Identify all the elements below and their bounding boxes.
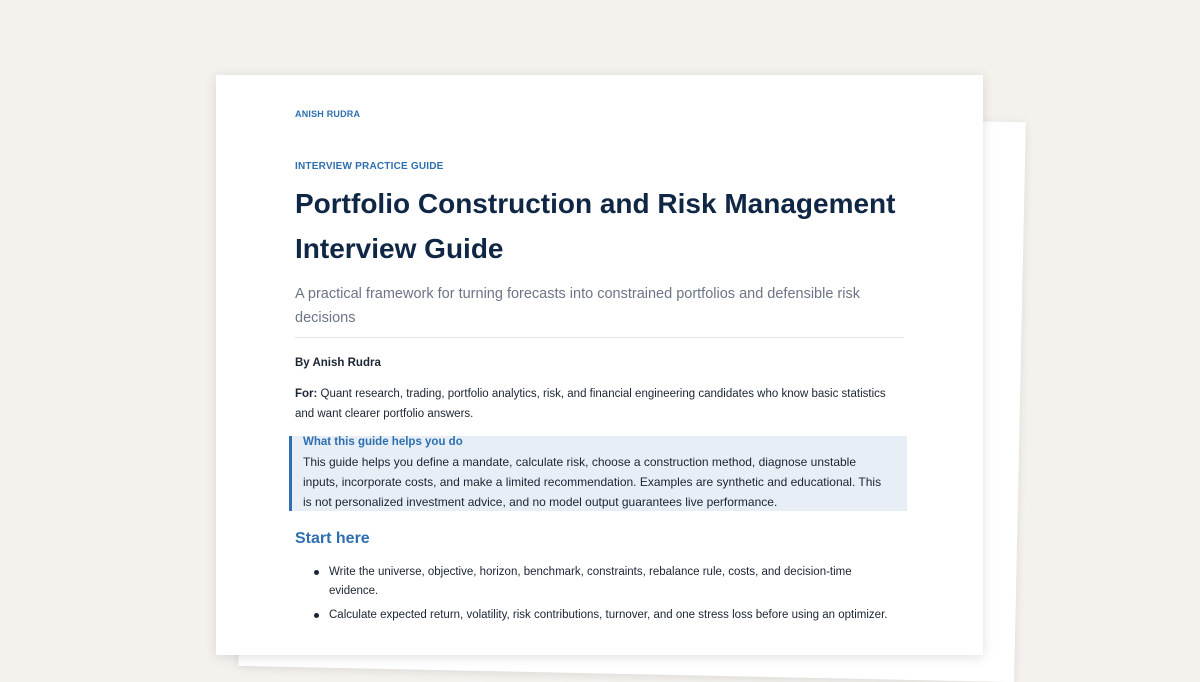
list-item	[295, 563, 904, 601]
byline: By Anish Rudra	[295, 357, 381, 369]
divider	[295, 337, 904, 338]
audience-text: Quant research, trading, portfolio analytics, risk, and financial engineering candidates who know basic statistics and want clearer portfolio answers.	[295, 388, 886, 420]
bullet-icon	[314, 613, 319, 618]
callout-body: This guide helps you define a mandate, calculate risk, choose a construction method, diagnose unstable inputs, incorporate costs, and make a limited recommendation. Examples are synthetic and educational. This is not personalized investment advice, and no model output guarantees live performance.	[303, 455, 882, 509]
eyebrow-label: INTERVIEW PRACTICE GUIDE	[295, 161, 444, 172]
list-item-text: Write the universe, objective, horizon, benchmark, constraints, rebalance rule, costs, and decision-time evidence.	[329, 566, 852, 597]
callout-title: What this guide helps you do	[303, 436, 463, 448]
bullet-icon	[314, 570, 319, 575]
audience-paragraph	[295, 385, 904, 424]
callout-box	[289, 436, 907, 511]
start-list	[295, 563, 904, 630]
section-heading: Start here	[295, 530, 370, 547]
list-item	[295, 606, 904, 625]
document-page	[216, 75, 983, 655]
author-label: ANISH RUDRA	[295, 109, 361, 119]
audience-label: For:	[295, 388, 318, 400]
list-item-text: Calculate expected return, volatility, risk contributions, turnover, and one stress loss before using an optimizer.	[329, 609, 888, 621]
document-title: Portfolio Construction and Risk Management Interview Guide	[295, 188, 896, 264]
document-subtitle: A practical framework for turning forecasts into constrained portfolios and defensible risk decisions	[295, 286, 860, 326]
